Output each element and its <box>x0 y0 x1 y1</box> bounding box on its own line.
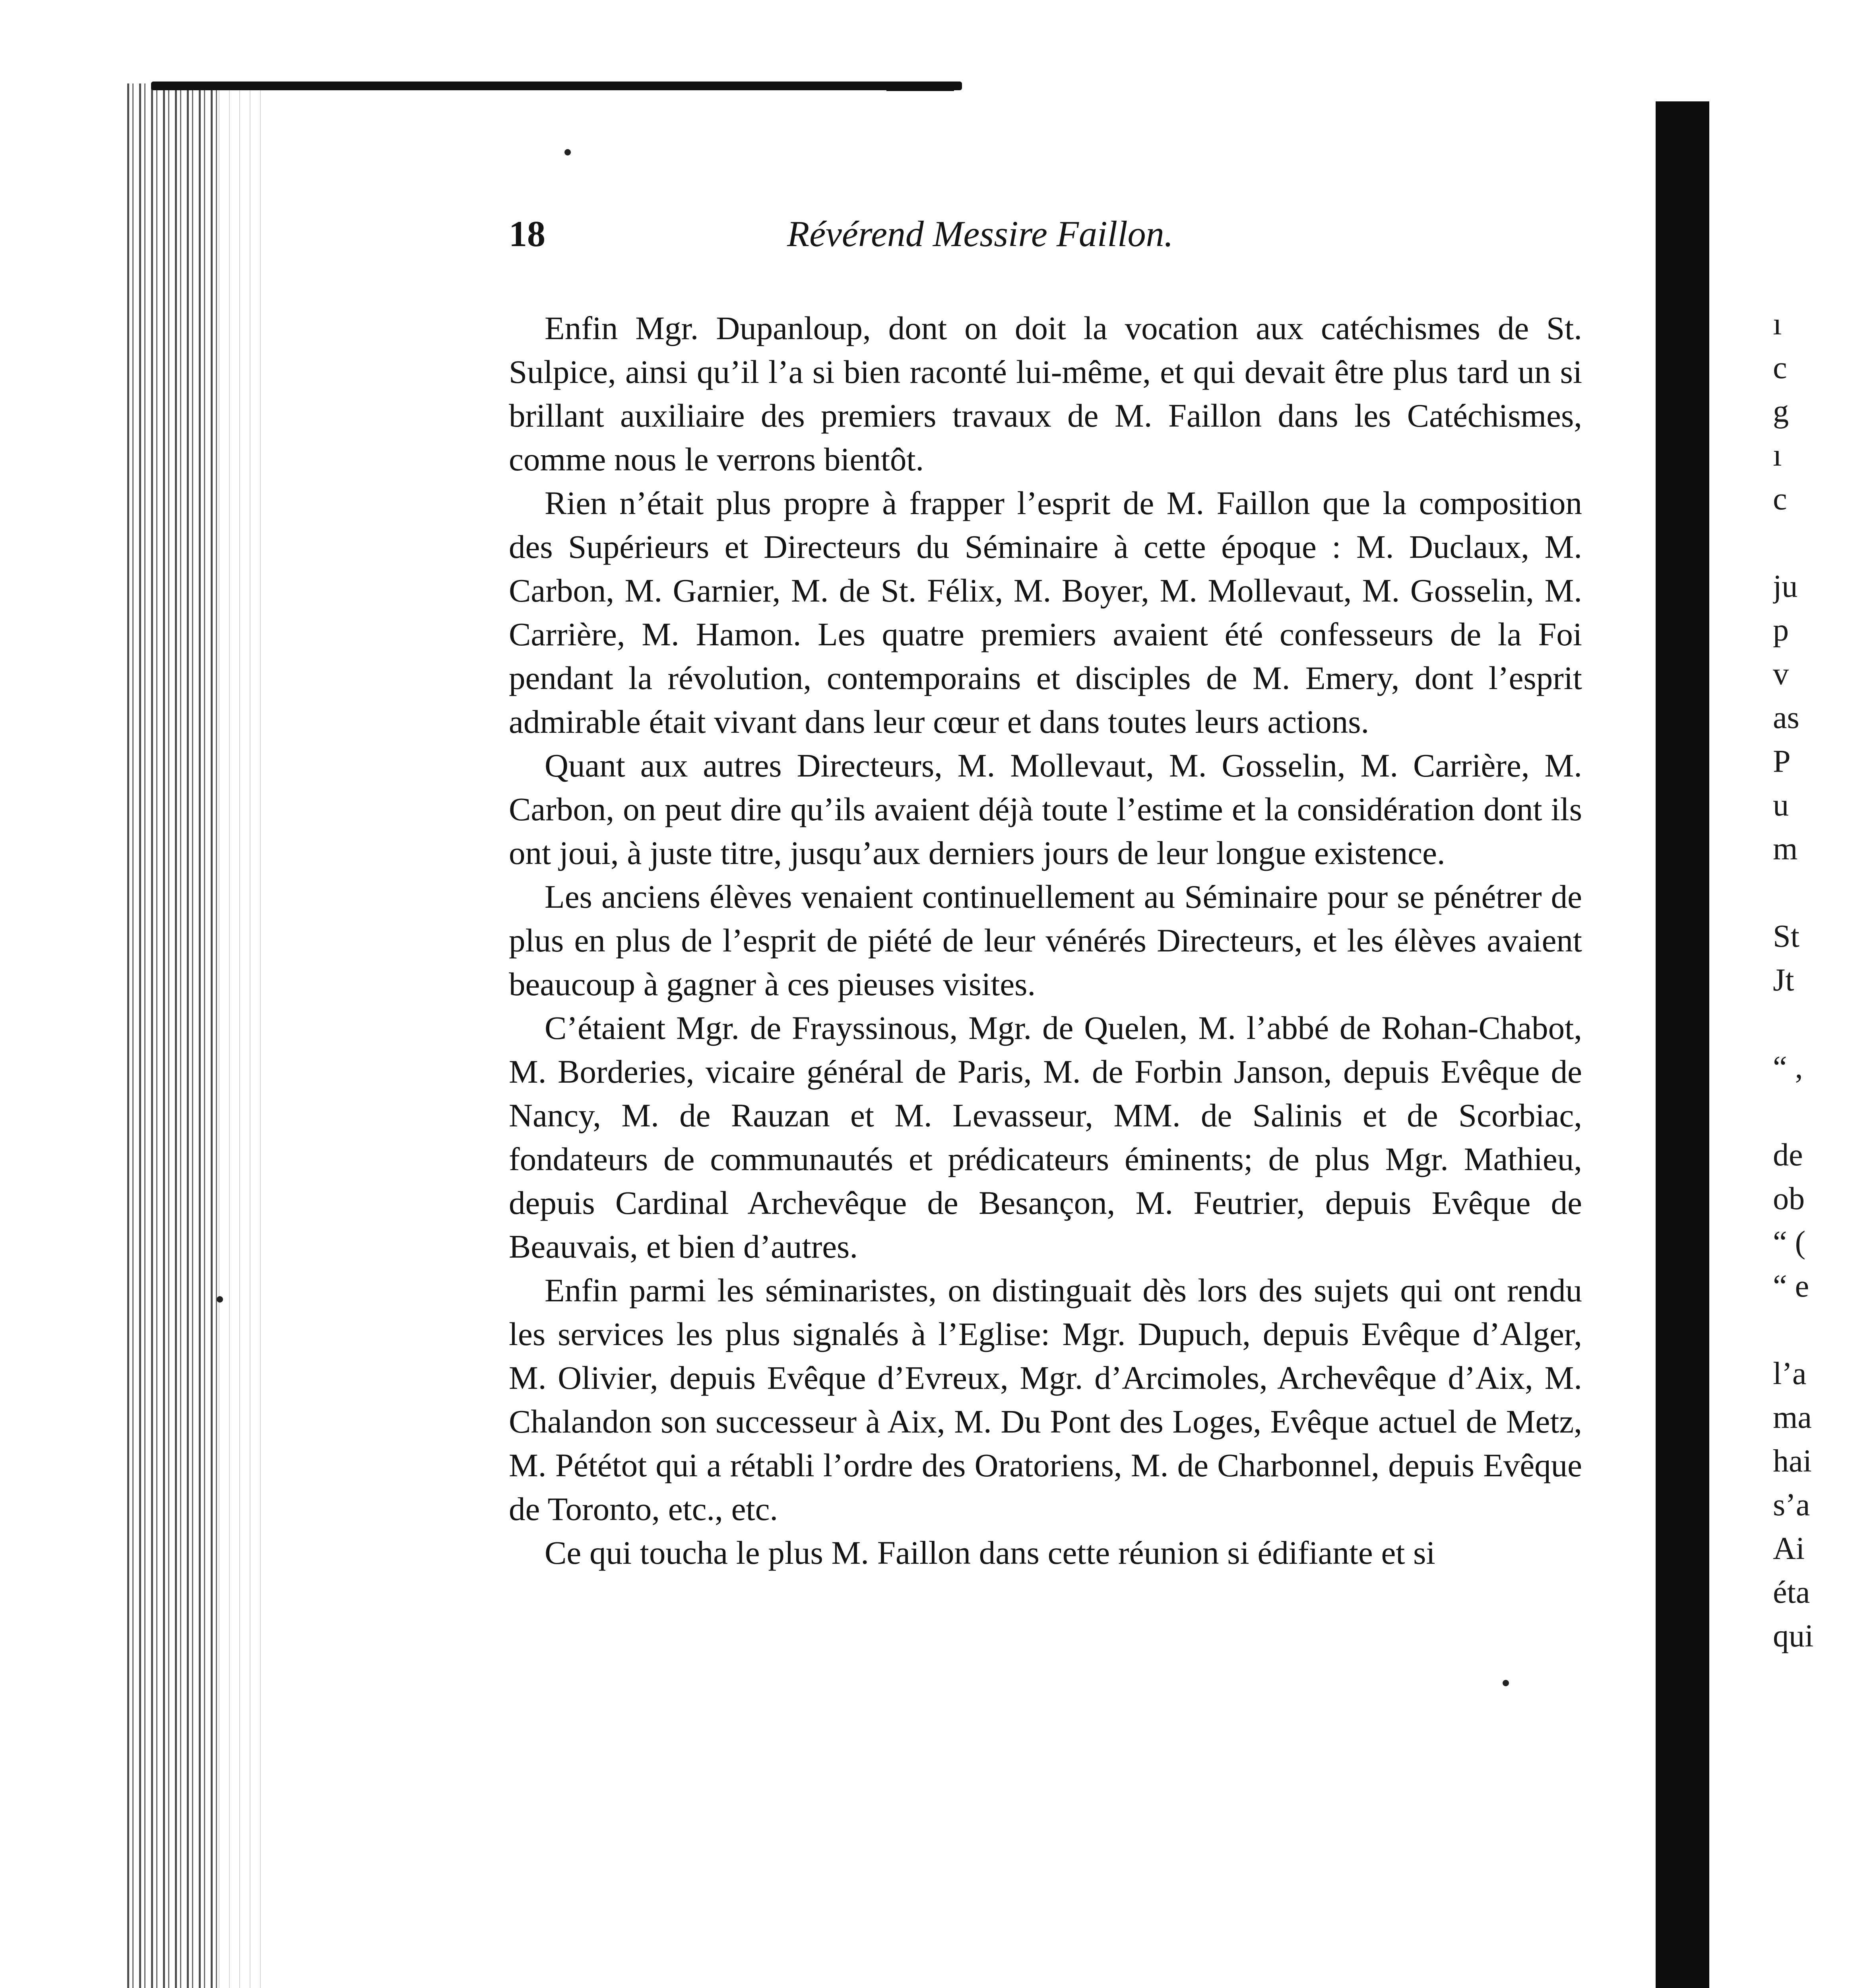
next-page-edge-text <box>1773 302 1852 1658</box>
binding-fade <box>219 83 266 1988</box>
fragment: u <box>1773 788 1789 823</box>
fragment: ı <box>1773 438 1782 473</box>
fragment: m <box>1773 831 1798 866</box>
fragment: ob <box>1773 1181 1805 1216</box>
fragment: “ e <box>1773 1269 1809 1304</box>
fragment: Jt <box>1773 963 1794 998</box>
speck <box>1503 1680 1509 1686</box>
fragment <box>1773 871 1852 914</box>
speck <box>217 1296 223 1303</box>
paragraph: Les anciens élèves venaient continuellement au Séminaire pour se pénétrer de plus en plus de l’esprit de piété de leur vénérés Directeurs, et les élèves avaient beaucoup à gagner à ces pieuses visites. <box>509 878 1582 1002</box>
paragraph: Enfin Mgr. Dupanloup, dont on doit la vocation aux catéchismes de St. Sulpice, ainsi qu’il l’a si bien raconté lui-même, et qui devait être plus tard un si brillant auxiliaire des premiers travaux de M. Faillon dans les Catéchismes, comme nous le verrons bientôt. <box>509 310 1582 478</box>
fragment: hai <box>1773 1444 1812 1479</box>
fragment: c <box>1773 350 1787 385</box>
fragment: de <box>1773 1138 1803 1173</box>
top-edge-rule-fragment <box>886 85 954 91</box>
paragraph: C’étaient Mgr. de Frayssinous, Mgr. de Quelen, M. l’abbé de Rohan-Chabot, M. Borderies, vicaire général de Paris, M. de Forbin Janson, depuis Evêque de Nancy, M. de Rauzan et M. Levasseur, MM. de Salinis et de Scorbiac, fondateurs de communautés et prédicateurs éminents; de plus Mgr. Mathieu, depuis Cardinal Archevêque de Besançon, M. Feutrier, depuis Evêque de Beauvais, et bien d’autres. <box>509 1010 1582 1265</box>
speck <box>564 149 571 155</box>
fragment: v <box>1773 656 1789 691</box>
fragment: P <box>1773 744 1791 779</box>
fragment <box>1773 521 1852 565</box>
page-gutter-shadow <box>1656 101 1709 1988</box>
fragment: St <box>1773 919 1800 954</box>
book-binding-shadow <box>127 83 219 1988</box>
fragment: ju <box>1773 569 1798 604</box>
page-title: Révérend Messire Faillon. <box>787 214 1173 254</box>
fragment <box>1773 1089 1852 1133</box>
fragment: ma <box>1773 1400 1812 1435</box>
fragment: éta <box>1773 1575 1810 1610</box>
fragment: qui <box>1773 1619 1814 1654</box>
fragment: as <box>1773 700 1800 735</box>
fragment: “ , <box>1773 1050 1803 1085</box>
paragraph: Ce qui toucha le plus M. Faillon dans cette réunion si édifiante et si <box>545 1534 1435 1571</box>
body-text <box>509 306 1582 1574</box>
paragraph: Rien n’était plus propre à frapper l’esprit de M. Faillon que la composition des Supérieurs et Directeurs du Séminaire à cette époque : M. Duclaux, M. Carbon, M. Garnier, M. de St. Félix, M. Boyer, M. Mollevaut, M. Gosselin, M. Carrière, M. Hamon. Les quatre premiers avaient été confesseurs de la Foi pendant la révolution, contemporains et disciples de M. Emery, dont l’esprit admirable était vivant dans leur cœur et dans toutes leurs actions. <box>509 485 1582 740</box>
fragment: “ ( <box>1773 1225 1806 1260</box>
fragment <box>1773 1308 1852 1352</box>
fragment: Ai <box>1773 1531 1805 1566</box>
paragraph: Enfin parmi les séminaristes, on distinguait dès lors des sujets qui ont rendu les services les plus signalés à l’Eglise: Mgr. Dupuch, depuis Evêque d’Alger, M. Olivier, depuis Evêque d’Evreux, Mgr. d’Arcimoles, Archevêque d’Aix, M. Chalandon son successeur à Aix, M. Du Pont des Loges, Evêque actuel de Metz, M. Pététot qui a rétabli l’ordre des Oratoriens, M. de Charbonnel, depuis Evêque de Toronto, etc., etc. <box>509 1272 1582 1527</box>
fragment: s’a <box>1773 1487 1810 1522</box>
top-edge-rule <box>151 82 962 90</box>
fragment: g <box>1773 394 1789 429</box>
fragment: l’a <box>1773 1356 1807 1391</box>
paragraph: Quant aux autres Directeurs, M. Mollevaut, M. Gosselin, M. Carrière, M. Carbon, on peut dire qu’ils avaient déjà toute l’estime et la considération dont ils ont joui, à juste titre, jusqu’aux derniers jours de leur longue existence. <box>509 747 1582 871</box>
running-head <box>509 213 1582 272</box>
fragment: c <box>1773 481 1787 516</box>
page-number: 18 <box>509 214 545 254</box>
fragment: p <box>1773 613 1789 648</box>
fragment: ı <box>1773 307 1782 342</box>
fragment <box>1773 1002 1852 1046</box>
